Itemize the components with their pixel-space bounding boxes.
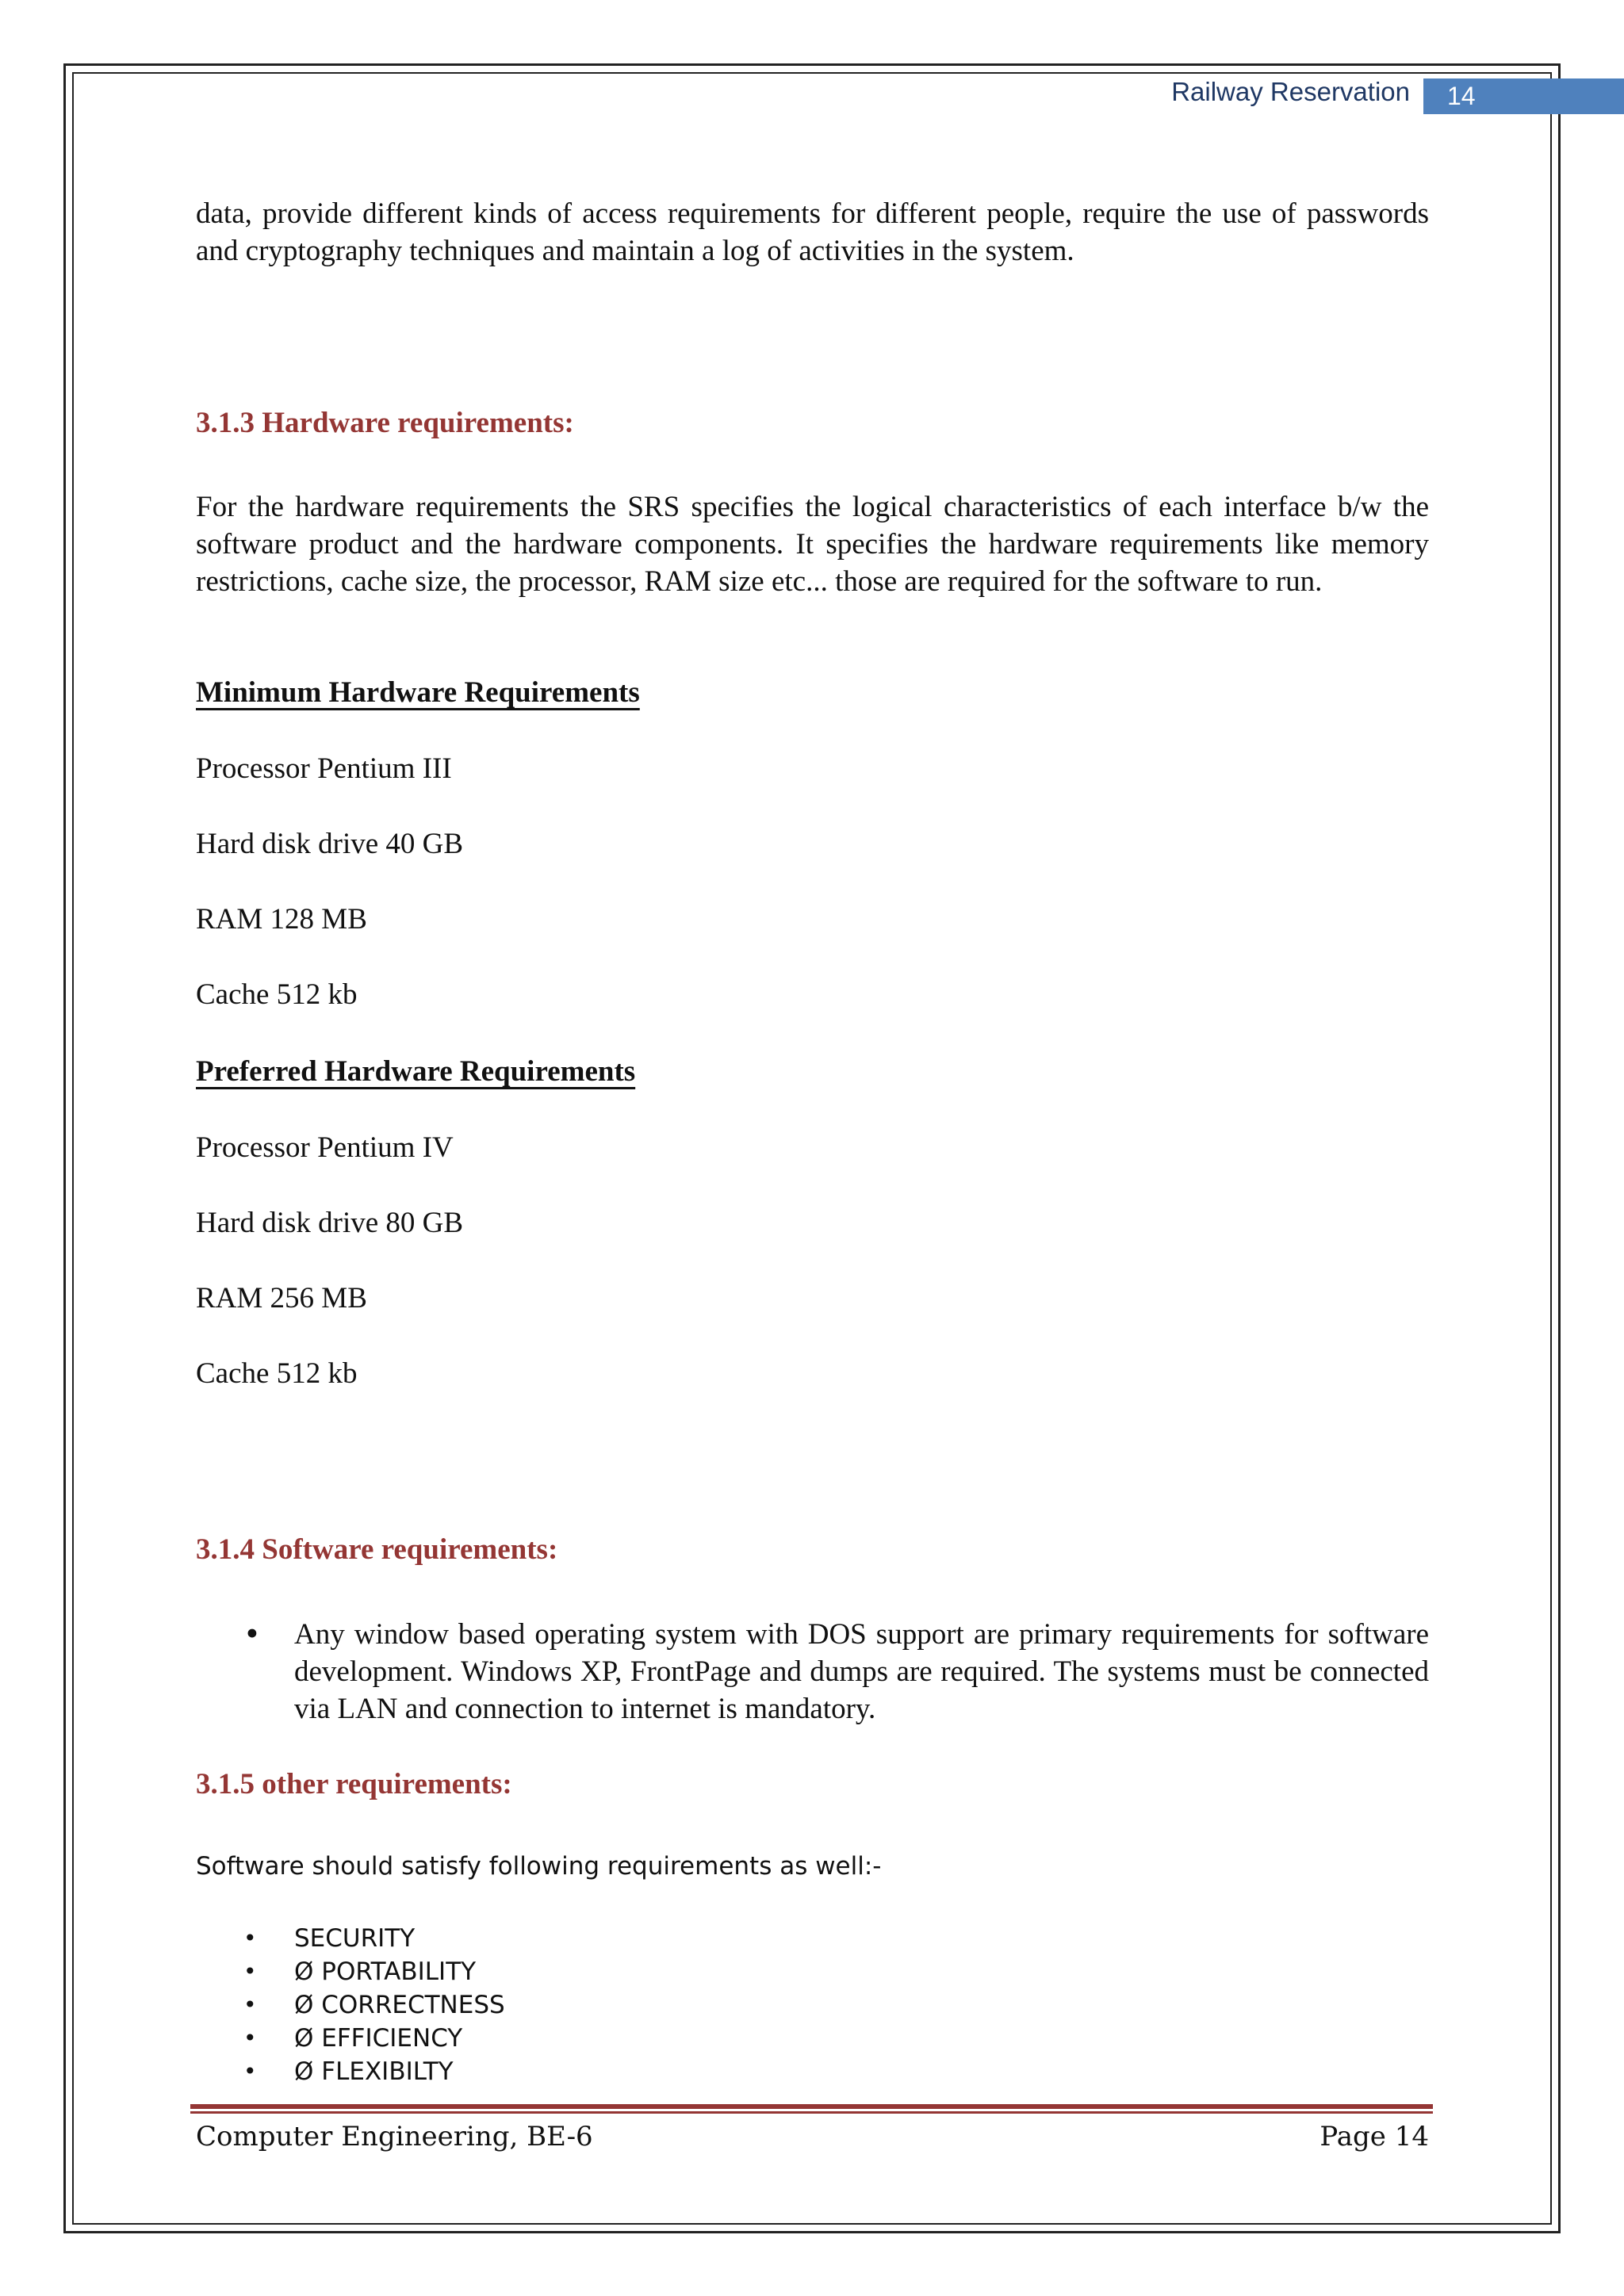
hardware-paragraph-block (196, 488, 1429, 600)
preferred-item-cache: Cache 512 kb (196, 1357, 358, 1390)
intro-paragraph-block (196, 195, 1429, 270)
intro-paragraph: data, provide different kinds of access requirements for different people, require the use of passwords and cryptography techniques and maintain a log of activities in the system. (196, 197, 1429, 267)
minimum-item-ram: RAM 128 MB (196, 903, 367, 936)
list-item (196, 1922, 1429, 1955)
quality-requirements-list (196, 1922, 1429, 2088)
footer-department: Computer Engineering, BE-6 (196, 2121, 593, 2152)
other-intro: Software should satisfy following requirements as well:- (196, 1852, 882, 1881)
footer-rule-thick (190, 2104, 1433, 2109)
hardware-heading: 3.1.3 Hardware requirements: (196, 407, 574, 439)
quality-item-correctness: Ø CORRECTNESS (294, 1991, 505, 2019)
footer-rule-thin (190, 2111, 1433, 2114)
preferred-item-ram: RAM 256 MB (196, 1282, 367, 1314)
header-title: Railway Reservation (1171, 77, 1410, 106)
bullet-icon: • (243, 2025, 257, 2051)
minimum-hardware-title: Minimum Hardware Requirements (196, 676, 640, 709)
preferred-item-harddisk: Hard disk drive 80 GB (196, 1207, 464, 1239)
software-heading: 3.1.4 Software requirements: (196, 1533, 558, 1566)
bullet-icon: • (243, 1992, 257, 2018)
bullet-icon: • (243, 1617, 261, 1651)
list-item (196, 1955, 1429, 1988)
quality-item-efficiency: Ø EFFICIENCY (294, 2024, 463, 2053)
quality-item-flexibility: Ø FLEXIBILTY (294, 2057, 454, 2086)
list-item (196, 1616, 1429, 1728)
footer-page-label: Page 14 (1320, 2121, 1429, 2152)
list-item (196, 1988, 1429, 2022)
header-page-number: 14 (1423, 78, 1566, 114)
other-heading: 3.1.5 other requirements: (196, 1768, 512, 1800)
minimum-item-processor: Processor Pentium III (196, 752, 452, 785)
software-bullet-list (196, 1616, 1429, 1728)
software-bullet-text: Any window based operating system with DOS support are primary requirements for software development. Windows XP, FrontPage and dumps are required. The systems must be connected via LAN and connection to internet is mandatory. (294, 1618, 1429, 1725)
quality-item-portability: Ø PORTABILITY (294, 1957, 477, 1986)
minimum-item-harddisk: Hard disk drive 40 GB (196, 828, 464, 860)
hardware-paragraph: For the hardware requirements the SRS specifies the logical characteristics of each interface b/w the software product and the hardware components. It specifies the hardware requirements like memory restrictions, cache size, the processor, RAM size etc... those are required for the software to run. (196, 491, 1429, 598)
preferred-hardware-title: Preferred Hardware Requirements (196, 1055, 636, 1088)
quality-item-security: SECURITY (294, 1924, 416, 1953)
minimum-item-cache: Cache 512 kb (196, 978, 358, 1011)
preferred-item-processor: Processor Pentium IV (196, 1131, 454, 1164)
list-item (196, 2022, 1429, 2055)
bullet-icon: • (243, 1958, 257, 1984)
bullet-icon: • (243, 1925, 257, 1951)
bullet-icon: • (243, 2058, 257, 2084)
list-item (196, 2055, 1429, 2088)
